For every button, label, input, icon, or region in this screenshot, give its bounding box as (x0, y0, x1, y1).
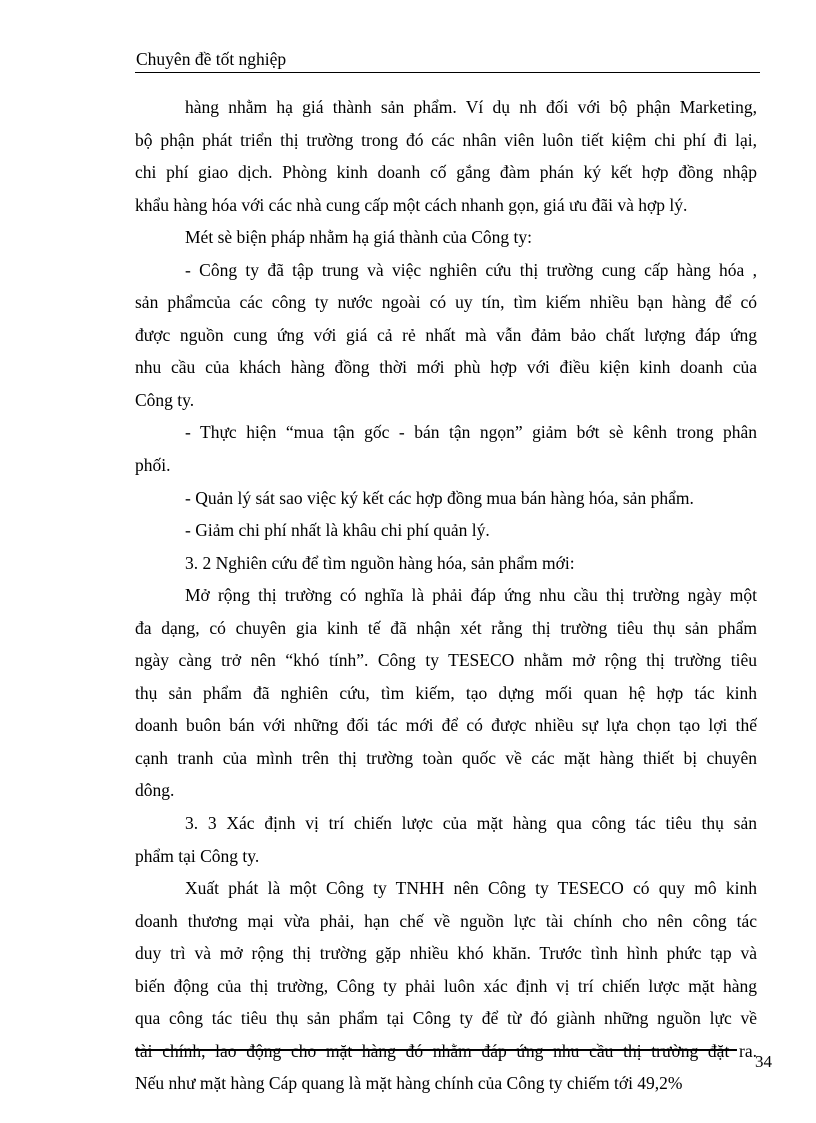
text-line: biến động của thị trường, Công ty phải luôn xác định vị trí chiến lược mặt hàng (135, 975, 757, 996)
text-line: phối. (135, 455, 171, 476)
text-line: thụ sản phẩm đã nghiên cứu, tìm kiếm, tạo dựng mối quan hệ hợp tác kinh (135, 682, 757, 703)
text-line: Xuất phát là một Công ty TNHH nên Công ty TESECO có quy mô kinh (185, 878, 757, 899)
text-line: dông. (135, 780, 175, 801)
text-line: ngày càng trở nên “khó tính”. Công ty TESECO nhằm mở rộng thị trường tiêu (135, 650, 757, 671)
text-line: Nếu như mặt hàng Cáp quang là mặt hàng chính của Công ty chiếm tới 49,2% (135, 1073, 683, 1094)
text-line: - Quản lý sát sao việc ký kết các hợp đồng mua bán hàng hóa, sản phẩm. (185, 487, 694, 508)
text-line: tài chính, lao động cho mặt hàng đó nhằm đáp ứng nhu cầu thị trường đặt ra. (135, 1040, 757, 1061)
text-line: nhu cầu của khách hàng đồng thời mới phù hợp với điều kiện kinh doanh của (135, 357, 757, 378)
page-number: 34 (755, 1052, 772, 1071)
text-line: duy trì và mở rộng thị trường gặp nhiều khó khăn. Trước tình hình phức tạp và (135, 943, 757, 964)
text-line: Công ty. (135, 389, 195, 410)
text-line: qua công tác tiêu thụ sản phẩm tại Công ty để từ đó giành những nguồn lực về (135, 1008, 757, 1029)
text-line: được nguồn cung ứng với giá cả rẻ nhất mà vẫn đảm bảo chất lượng đáp ứng (135, 324, 757, 345)
section-heading: 3. 3 Xác định vị trí chiến lược của mặt hàng qua công tác tiêu thụ sản (185, 813, 757, 834)
text-line: sản phẩmcủa các công ty nước ngoài có uy tín, tìm kiếm nhiều bạn hàng để có (135, 292, 757, 313)
text-line: Mở rộng thị trường có nghĩa là phải đáp ứng nhu cầu thị trường ngày một (185, 585, 757, 606)
text-line: khẩu hàng hóa với các nhà cung cấp một cách nhanh gọn, giá ưu đãi và hợp lý. (135, 194, 688, 215)
text-line: - Thực hiện “mua tận gốc - bán tận ngọn” giảm bớt sè kênh trong phân (185, 422, 757, 443)
text-line: Mét sè biện pháp nhằm hạ giá thành của Công ty: (185, 227, 533, 248)
text-line: bộ phận phát triển thị trường trong đó các nhân viên luôn tiết kiệm chi phí đi lại, (135, 129, 757, 150)
text-line: hàng nhằm hạ giá thành sản phẩm. Ví dụ nh đối với bộ phận Marketing, (185, 97, 757, 117)
header-title: Chuyên đề tốt nghiệp (136, 49, 287, 69)
text-line: doanh buôn bán với những đối tác mới để có được nhiều sự lựa chọn tạo lợi thế (135, 715, 757, 736)
text-line: - Công ty đã tập trung và việc nghiên cứu thị trường cung cấp hàng hóa , (185, 259, 757, 280)
text-line: cạnh tranh của mình trên thị trường toàn quốc về các mặt hàng thiết bị chuyên (135, 747, 757, 768)
body-text (135, 91, 757, 1100)
section-heading: phẩm tại Công ty. (135, 845, 260, 866)
footer-divider (135, 1049, 737, 1051)
text-line: chi phí giao dịch. Phòng kinh doanh cố gắng đàm phán ký kết hợp đồng nhập (135, 162, 757, 183)
section-heading: 3. 2 Nghiên cứu để tìm nguồn hàng hóa, sản phẩm mới: (185, 552, 575, 573)
page-header (135, 48, 760, 73)
text-line: - Giảm chi phí nhất là khâu chi phí quản lý. (185, 520, 490, 541)
text-line: đa dạng, có chuyên gia kinh tế đã nhận xét rằng thị trường tiêu thụ sản phẩm (135, 617, 757, 638)
text-line: doanh thương mại vừa phải, hạn chế về nguồn lực tài chính cho nên công tác (135, 910, 757, 931)
